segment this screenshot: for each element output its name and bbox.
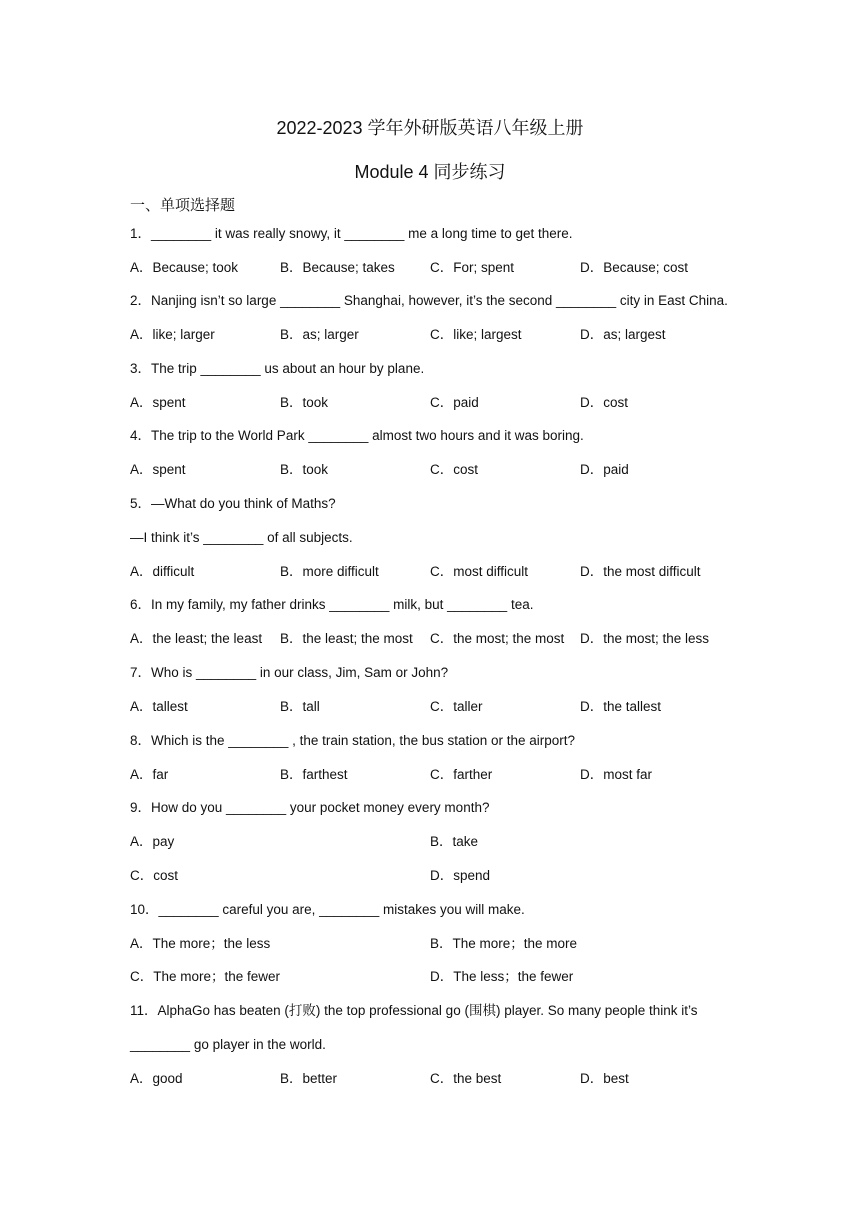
question-8-stem: 8．Which is the ________ , the train station, the bus station or the airport? [130, 733, 576, 748]
question-7-stem: 7．Who is ________ in our class, Jim, Sam or John? [130, 665, 449, 680]
question-9-option-b: B．take [430, 834, 479, 849]
question-8-option-c: C．farther [430, 767, 493, 782]
question-7-option-c: C．taller [430, 699, 483, 714]
question-4-option-b: B．took [280, 462, 329, 477]
question-5-stem-line2: —I think it’s ________ of all subjects. [130, 530, 353, 545]
question-6-option-a: A．the least; the least [130, 631, 263, 646]
question-4-option-a: A．spent [130, 462, 186, 477]
question-8-option-d: D．most far [580, 767, 653, 782]
question-6-option-c: C．the most; the most [430, 631, 565, 646]
question-2-option-c: C．like; largest [430, 327, 522, 342]
question-5-option-a: A．difficult [130, 564, 195, 579]
question-10-option-c: C．The more；the fewer [130, 969, 281, 984]
question-9-stem: 9．How do you ________ your pocket money every month? [130, 800, 490, 815]
question-1-option-c: C．For; spent [430, 260, 515, 275]
question-6-stem: 6．In my family, my father drinks ________ milk, but ________ tea. [130, 597, 534, 612]
question-2-stem: 2．Nanjing isn’t so large ________ Shanghai, however, it’s the second ________ city in East China. [130, 293, 728, 308]
question-7-option-d: D．the tallest [580, 699, 662, 714]
question-1-option-b: B．Because; takes [280, 260, 395, 275]
document-subtitle: Module 4 同步练习 [354, 162, 506, 182]
question-7-option-a: A．tallest [130, 699, 188, 714]
question-1-option-a: A．Because; took [130, 260, 239, 275]
question-9-option-c: C．cost [130, 868, 179, 883]
question-5-option-b: B．more difficult [280, 564, 379, 579]
document-title: 2022-2023 学年外研版英语八年级上册 [276, 118, 584, 138]
question-3-stem: 3．The trip ________ us about an hour by plane. [130, 361, 425, 376]
section-heading: 一、单项选择题 [130, 197, 236, 214]
question-1-option-d: D．Because; cost [580, 260, 689, 275]
question-11-option-b: B．better [280, 1071, 338, 1086]
question-11-option-a: A．good [130, 1071, 183, 1086]
question-8-option-b: B．farthest [280, 767, 348, 782]
question-4-stem: 4．The trip to the World Park ________ almost two hours and it was boring. [130, 428, 584, 443]
question-10-option-b: B．The more；the more [430, 936, 578, 951]
question-3-option-b: B．took [280, 395, 329, 410]
question-11-option-c: C．the best [430, 1071, 502, 1086]
question-10-option-a: A．The more；the less [130, 936, 271, 951]
question-11-stem: 11．AlphaGo has beaten (打败) the top professional go (围棋) player. So many people think it’s [130, 1003, 698, 1018]
question-3-option-a: A．spent [130, 395, 186, 410]
question-3-option-d: D．cost [580, 395, 629, 410]
question-5-stem: 5．—What do you think of Maths? [130, 496, 336, 511]
question-10-stem: 10．________ careful you are, ________ mistakes you will make. [130, 902, 525, 917]
question-9-option-d: D．spend [430, 868, 491, 883]
question-1-stem: 1．________ it was really snowy, it ________ me a long time to get there. [130, 226, 573, 241]
question-6-option-d: D．the most; the less [580, 631, 710, 646]
question-10-option-d: D．The less；the fewer [430, 969, 574, 984]
question-8-option-a: A．far [130, 767, 169, 782]
question-2-option-d: D．as; largest [580, 327, 666, 342]
question-5-option-d: D．the most difficult [580, 564, 701, 579]
question-5-option-c: C．most difficult [430, 564, 529, 579]
question-11-stem-line2: ________ go player in the world. [130, 1037, 326, 1052]
question-11-option-d: D．best [580, 1071, 629, 1086]
question-2-option-b: B．as; larger [280, 327, 359, 342]
question-7-option-b: B．tall [280, 699, 320, 714]
question-3-option-c: C．paid [430, 395, 479, 410]
question-9-option-a: A．pay [130, 834, 175, 849]
question-4-option-d: D．paid [580, 462, 629, 477]
question-4-option-c: C．cost [430, 462, 479, 477]
question-2-option-a: A．like; larger [130, 327, 215, 342]
question-6-option-b: B．the least; the most [280, 631, 413, 646]
